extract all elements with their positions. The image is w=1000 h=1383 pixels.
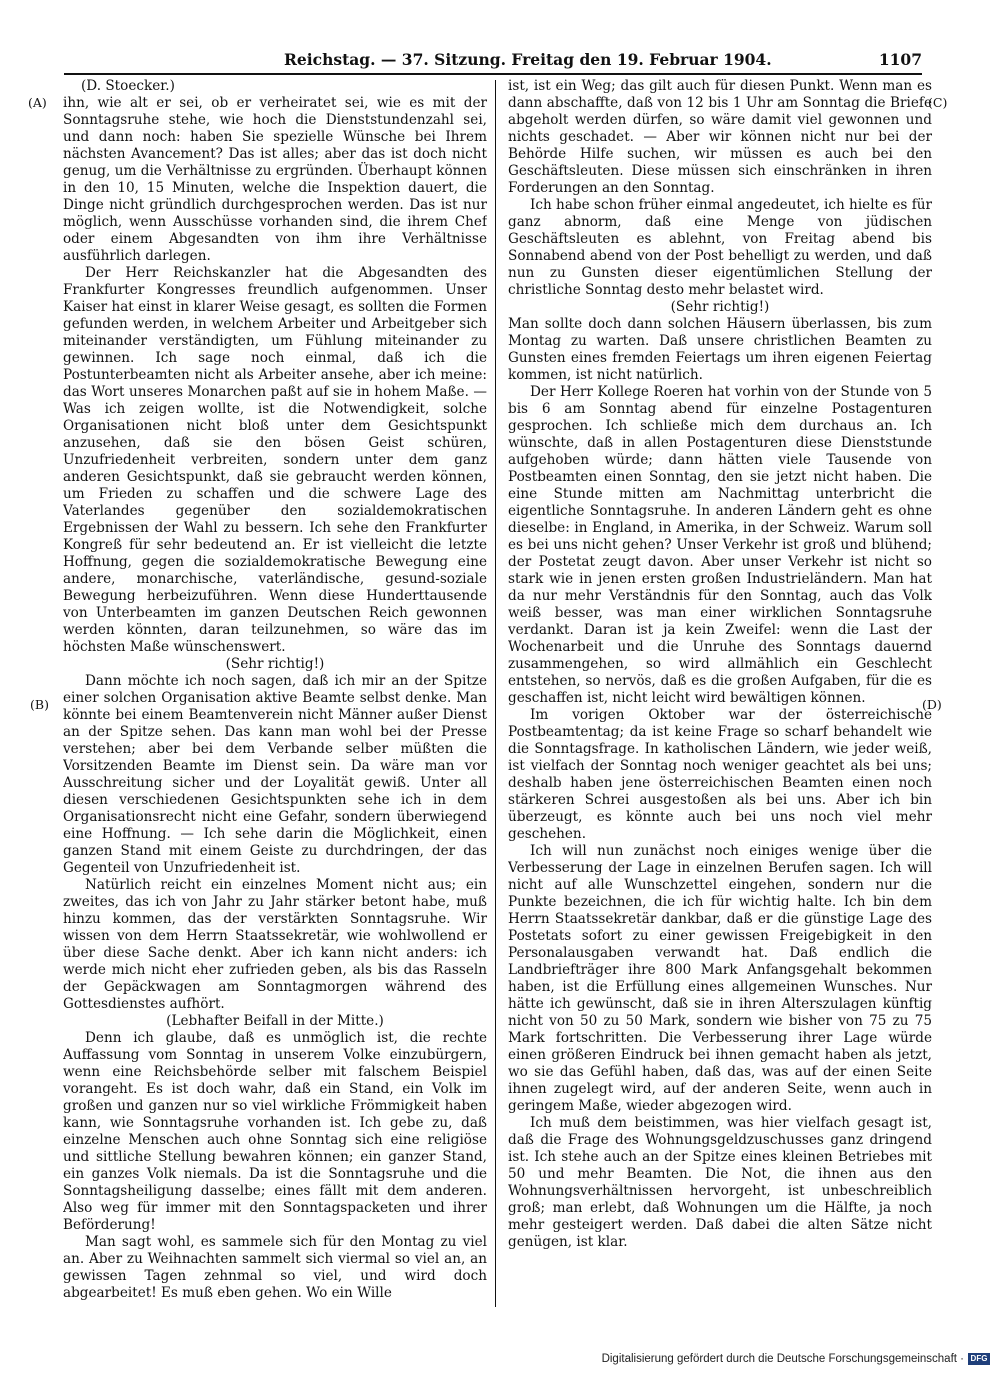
paragraph: Natürlich reicht ein einzelnes Moment nicht aus; ein zweites, das ich von Jahr zu Jahr stärker betont habe, muß hinzu kommen, das der verstärkten Sonntagsruhe. Wir wissen von dem Herrn Staatssekretär, wie wohlwollend er über diese Sache denkt. Aber ich kann nicht anders: ich werde mich nicht eher zufrieden geben, als bis das Rasseln der Gepäckwagen am Sonntagmorgen während des Gottesdienstes aufhört.: [63, 877, 487, 1012]
digitization-footer: [602, 1351, 990, 1367]
interjection: (Sehr richtig!): [670, 299, 770, 315]
paragraph: Ich will nun zunächst noch einiges wenige über die Verbesserung der Lage in einzelnen Berufen sagen. Ich will nicht auf alle Wunschzettel eingehen, sondern nur die Punkte bezeichnen, die ich für wichtig halte. Ich bin dem Herrn Staatssekretär dankbar, daß er die günstige Lage des Postetats sofort zu einer gewissen Freigebigkeit in den Personalausgaben verwandt hat. Daß endlich die Landbriefträger ihre 800 Mark Anfangsgehalt bekommen haben, ist die Erfüllung eines allgemeinen Wunsches. Nur hätte ich gewünscht, daß sie in ihren Alterszulagen künftig nicht von 50 zu 50 Mark, sondern wie bisher von 75 zu 75 Mark fortschritten. Die Verbesserung ihrer Lage würde einen größeren Eindruck bei ihnen gemacht haben als jetzt, wo sie das Gefühl haben, daß das, was auf der einen Seite ihnen zugelegt wird, auf der anderen Seite, wenn auch in geringem Maße, wieder abgezogen wird.: [508, 843, 932, 1114]
dfg-logo-icon: DFG: [968, 1353, 990, 1365]
paragraph: ist, ist ein Weg; das gilt auch für diesen Punkt. Wenn man es dann abschaffte, daß von 12 bis 1 Uhr am Sonntag die Briefe abgeholt werden dürfen, so wäre damit viel gewonnen und nichts geschadet. — Aber wir können nicht nur bei der Behörde Hilfe suchen, wir müssen es auch bei den Geschäftsleuten. Diese müssen sich einschränken in ihren Forderungen an den Sonntag.: [508, 78, 932, 196]
paragraph: Ich habe schon früher einmal angedeutet, ich hielte es für ganz abnorm, daß eine Menge von jüdischen Geschäftsleuten es ablehnt, von Freitag abend bis Sonnabend abend von der Post behelligt zu werden, und daß nun zu Gunsten dieser eigentümlichen Stellung der christliche Sonntag desto mehr belastet wird.: [508, 197, 932, 298]
margin-marker-b: (B): [30, 697, 49, 712]
page-header: [64, 50, 922, 70]
footer-credit: Digitalisierung gefördert durch die Deutsche Forschungsgemeinschaft ·: [601, 1353, 964, 1365]
right-column: [508, 78, 932, 1310]
paragraph: Ich muß dem beistimmen, was hier vielfach gesagt ist, daß die Frage des Wohnungsgeldzuschusses ganz dringend ist. Ich stehe auch an der Spitze eines kleinen Betriebes mit 50 und mehr Beamten. Die Not, die ihnen aus den Wohnungsverhältnissen hervorgeht, ist unbeschreiblich groß; man erlebt, daß Wohnungen um die Hälfte, ja noch mehr gesteigert werden. Daß dabei die alten Sätze nicht genügen, ist klar.: [508, 1115, 932, 1250]
page-header-title: Reichstag. — 37. Sitzung. Freitag den 19. Februar 1904.: [284, 50, 772, 69]
margin-marker-c: (C): [928, 95, 948, 110]
margin-marker-a: (A): [28, 95, 47, 110]
interjection: (Sehr richtig!): [225, 656, 325, 672]
paragraph: Denn ich glaube, daß es unmöglich ist, die rechte Auffassung vom Sonntag in unserem Volke einzubürgern, wenn eine Reichsbehörde selber mit falschem Beispiel vorangeht. Es ist doch wahr, daß ein Stand, ein Volk im großen und ganzen nur so viel wirkliche Frömmigkeit haben kann, wie Sonntagsruhe vorhanden ist. Ich gebe zu, daß einzelne Menschen auch ohne Sonntag sich eine religiöse und sittliche Stellung bewahren können; ein ganzer Stand, ein ganzes Volk niemals. Da ist die Sonntagsruhe und die Sonntagsheiligung dasselbe; eines fällt mit dem anderen. Also weg für immer mit den Sonntagspacketen und ihrer Beförderung!: [63, 1030, 487, 1233]
paragraph: Im vorigen Oktober war der österreichische Postbeamtentag; da ist keine Frage so scharf behandelt wie die Sonntagsfrage. In katholischen Ländern, wie jeder weiß, ist vielfach der Sonntag noch weniger geachtet als bei uns; deshalb haben jene österreichischen Beamten einen noch stärkeren Schrei ausgestoßen als bei uns. Aber ich bin überzeugt, es könnte auch bei uns noch viel mehr geschehen.: [508, 707, 932, 842]
column-divider: [495, 80, 496, 1307]
margin-marker-d: (D): [922, 697, 942, 712]
left-column: [63, 78, 487, 1310]
speaker-label: (D. Stoecker.): [81, 78, 175, 94]
paragraph: Man sollte doch dann solchen Häusern überlassen, bis zum Montag zu warten. Daß unsere christlichen Beamten zu Gunsten eines fremden Feiertags um ihren eigenen Feiertag kommen, ist nicht natürlich.: [508, 316, 932, 383]
paragraph: Man sagt wohl, es sammele sich für den Montag zu viel an. Aber zu Weihnachten sammelt sich viermal so viel an, an gewissen Tagen zehnmal so viel, und wird doch abgearbeitet! Es muß eben gehen. Wo ein Wille: [63, 1234, 487, 1301]
paragraph: Der Herr Kollege Roeren hat vorhin von der Stunde von 5 bis 6 am Sonntag abend für einzelne Postagenturen gesprochen. Ich schließe mich dem durchaus an. Ich wünschte, daß in allen Postagenturen diese Dienststunde aufgehoben würde; dann hätten viele Tausende von Postbeamten einen Sonntag, den sie jetzt nicht haben. Die eine Stunde mitten am Nachmittag unterbricht die eigentliche Sonntagsruhe. In anderen Ländern geht es ohne dieselbe: in England, in Amerika, in der Schweiz. Warum soll es bei uns nicht gehen? Unser Verkehr ist groß und blühend; der Postetat zeugt davon. Aber unser Verkehr ist nicht so stark wie in jenen ersten großen Industrieländern. Man hat da nur mehr Verständnis für den Sonntag, auch das Volk weiß besser, was man einer wirklichen Sonntagsruhe verdankt. Daran ist ja kein Zweifel: wenn die Last der Wochenarbeit und die Unruhe des Sonntags dauernd zusammengehen, so wird allmählich ein Geschlecht entstehen, so nervös, daß es die großen Aufgaben, für die es geschaffen ist, nicht leicht wird bewältigen können.: [508, 384, 932, 706]
interjection: (Lebhafter Beifall in der Mitte.): [166, 1013, 384, 1029]
paragraph: ihn, wie alt er sei, ob er verheiratet sei, wie es mit der Sonntagsruhe stehe, wie hoch die Dienststundenzahl sei, und dann noch: haben Sie spezielle Wünsche bei Ihrem nächsten Avancement? Das ist alles; aber das ist doch nicht genug, um die Verhältnisse zu ergründen. Überhaupt können in den 10, 15 Minuten, welche die Inspektion dauert, die Dinge nicht gründlich durchgesprochen werden. Das ist nur möglich, wenn Ausschüsse vorhanden sind, die ihrem Chef oder einem Abgesandten von ihm ihre Verhältnisse ausführlich darlegen.: [63, 95, 487, 264]
header-rule: [64, 73, 922, 75]
page-number: 1107: [878, 50, 922, 69]
paragraph: Dann möchte ich noch sagen, daß ich mir an der Spitze einer solchen Organisation aktive Beamte selbst denke. Man könnte bei einem Beamtenverein nicht Männer außer Dienst an der Spitze sehen. Das kann man wohl bei der Presse verstehen; aber bei dem Verbande selber müßten die Vorsitzenden Beamte im Dienst sein. Da wäre man vor Ausschreitung sicher und der Loyalität gewiß. Unter all diesen verschiedenen Gesichtspunkten sehe ich in dem Organisationsrecht nicht eine Gefahr, sondern überwiegend eine Hoffnung. — Ich sehe darin die Möglichkeit, einen ganzen Stand mit einem Geiste zu durchdringen, der das Gegenteil von Unzufriedenheit ist.: [63, 673, 487, 876]
paragraph: Der Herr Reichskanzler hat die Abgesandten des Frankfurter Kongresses freundlich aufgenommen. Unser Kaiser hat einst in klarer Weise gesagt, es sollten die Formen gefunden werden, in welchem Arbeiter und Arbeitgeber sich miteinander verständigten, um Fühlung miteinander zu gewinnen. Ich sage noch einmal, daß ich die Postunterbeamten nicht als Arbeiter ansehe, aber ich meine: das Wort unseres Monarchen paßt auf sie in hohem Maße. — Was ich zeigen wollte, ist die Notwendigkeit, solche Organisationen nicht bloß unter dem Gesichtspunkt anzusehen, daß sie den bösen Geist schüren, Unzufriedenheit verbreiten, sondern unter dem ganz anderen Gesichtspunkt, daß sie gebraucht werden können, um Frieden zu schaffen und die schwere Lage des Vaterlandes gegenüber den sozialdemokratischen Ergebnissen der Wahl zu bessern. Ich sehe den Frankfurter Kongreß für sehr bedeutend an. Er ist vielleicht die letzte Hoffnung, gegen die sozialdemokratische Bewegung eine andere, monarchische, vaterländische, gesund-soziale Bewegung herbeizuführen. Wenn diese Hunderttausende von Unterbeamten im ganzen Deutschen Reich gewonnen werden könnten, daran teilzunehmen, so wäre das im höchsten Maße wünschenswert.: [63, 265, 487, 655]
